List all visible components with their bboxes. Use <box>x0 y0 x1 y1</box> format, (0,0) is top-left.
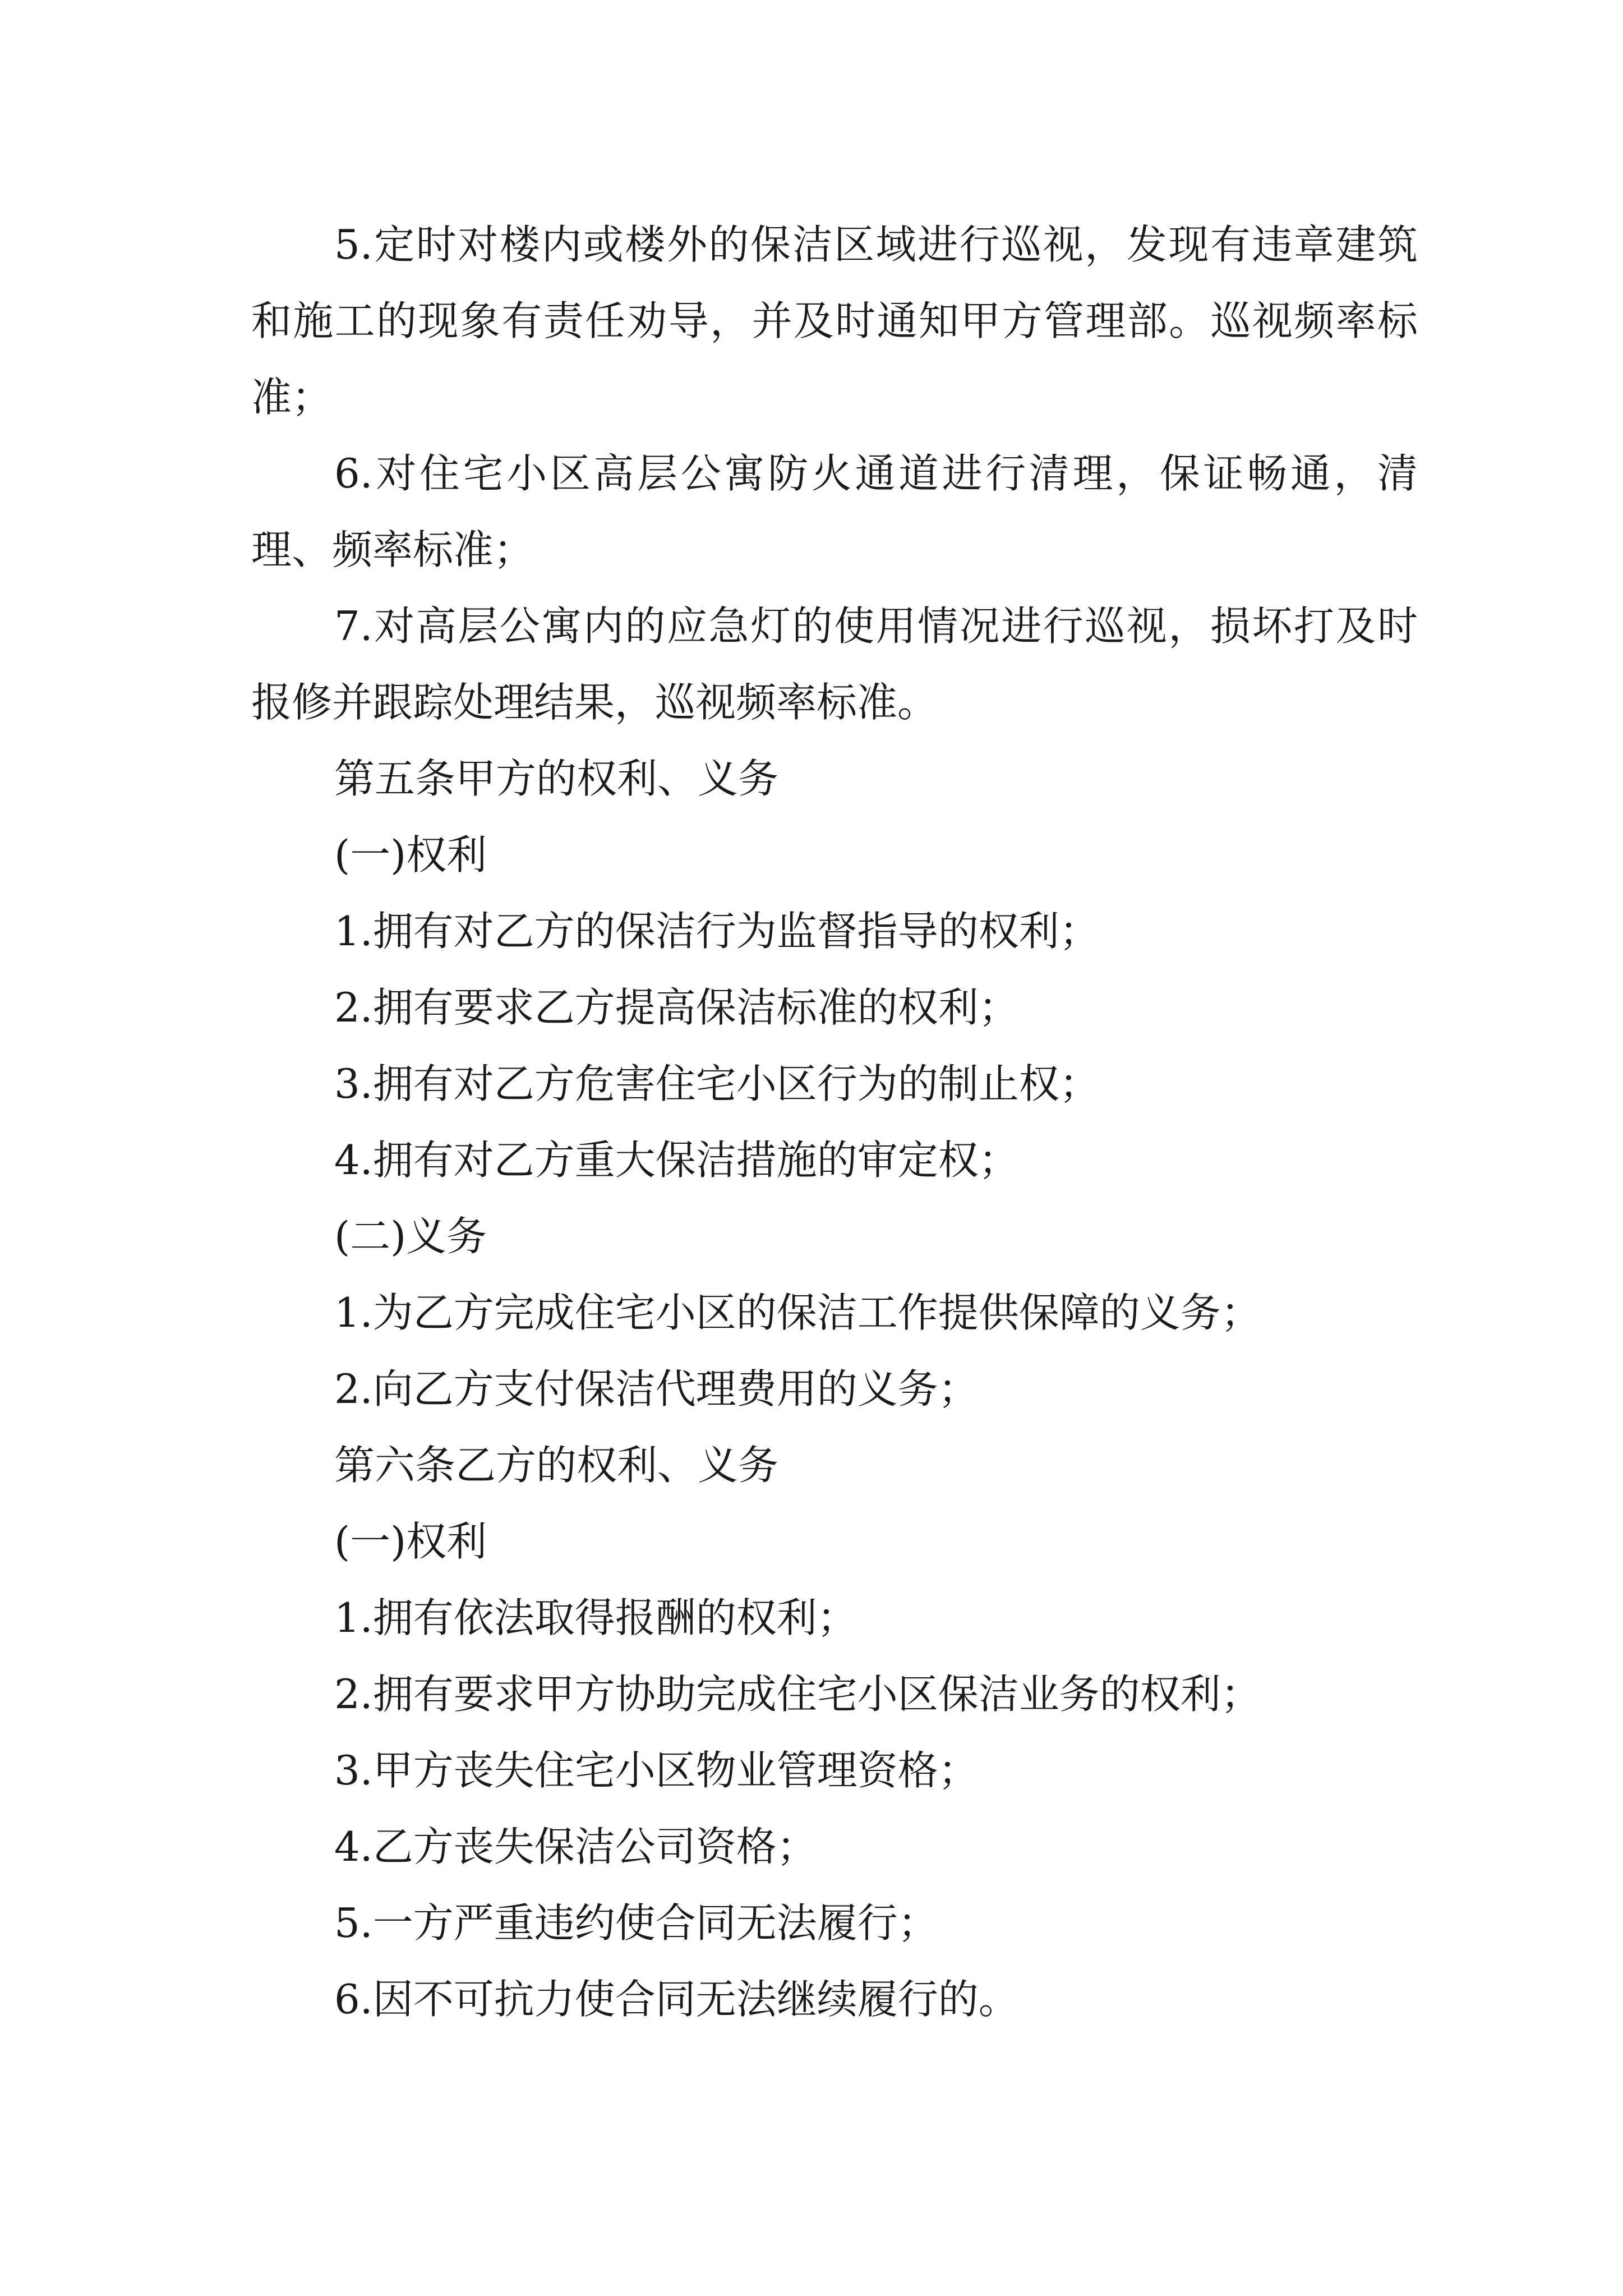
section-rights-heading: (一)权利 <box>334 831 487 878</box>
document-body <box>251 206 1418 2037</box>
paragraph-item: 4.乙方丧失保洁公司资格； <box>334 1823 817 1870</box>
paragraph-item-7-emergency-light: 7.对高层公寓内的应急灯的使用情况进行巡视，损坏打及时报修并跟踪处理结果，巡视频率标准。 <box>251 602 1418 726</box>
paragraph-item: 2.拥有要求乙方提高保洁标准的权利； <box>334 984 1019 1031</box>
paragraph-item: 3.拥有对乙方危害住宅小区行为的制止权； <box>334 1060 1100 1107</box>
article-5-heading: 第五条甲方的权利、义务 <box>334 755 779 802</box>
paragraph-item: 2.拥有要求甲方协助完成住宅小区保洁业务的权利； <box>334 1671 1261 1718</box>
paragraph-item: 2.向乙方支付保洁代理费用的义务； <box>334 1365 979 1412</box>
paragraph-item: 1.为乙方完成住宅小区的保洁工作提供保障的义务； <box>334 1289 1261 1336</box>
section-obligations-heading: (二)义务 <box>334 1213 487 1260</box>
paragraph-item: 1.拥有依法取得报酬的权利； <box>334 1594 857 1641</box>
paragraph-item-5-patrol: 5.定时对楼内或楼外的保洁区域进行巡视，发现有违章建筑和施工的现象有责任劝导，并及时通知甲方管理部。巡视频率标准； <box>251 221 1418 421</box>
paragraph-item-6-fire-passage: 6.对住宅小区高层公寓防火通道进行清理，保证畅通，清理、频率标准； <box>251 450 1418 573</box>
paragraph-item: 3.甲方丧失住宅小区物业管理资格； <box>334 1747 979 1794</box>
section-rights-heading: (一)权利 <box>334 1518 487 1565</box>
paragraph-item: 4.拥有对乙方重大保洁措施的审定权； <box>334 1137 1019 1184</box>
paragraph-item: 1.拥有对乙方的保洁行为监督指导的权利； <box>334 908 1100 955</box>
paragraph-item: 5.一方严重违约使合同无法履行； <box>334 1899 938 1947</box>
paragraph-item: 6.因不可抗力使合同无法继续履行的。 <box>334 1976 1019 2023</box>
article-6-heading: 第六条乙方的权利、义务 <box>334 1442 779 1489</box>
